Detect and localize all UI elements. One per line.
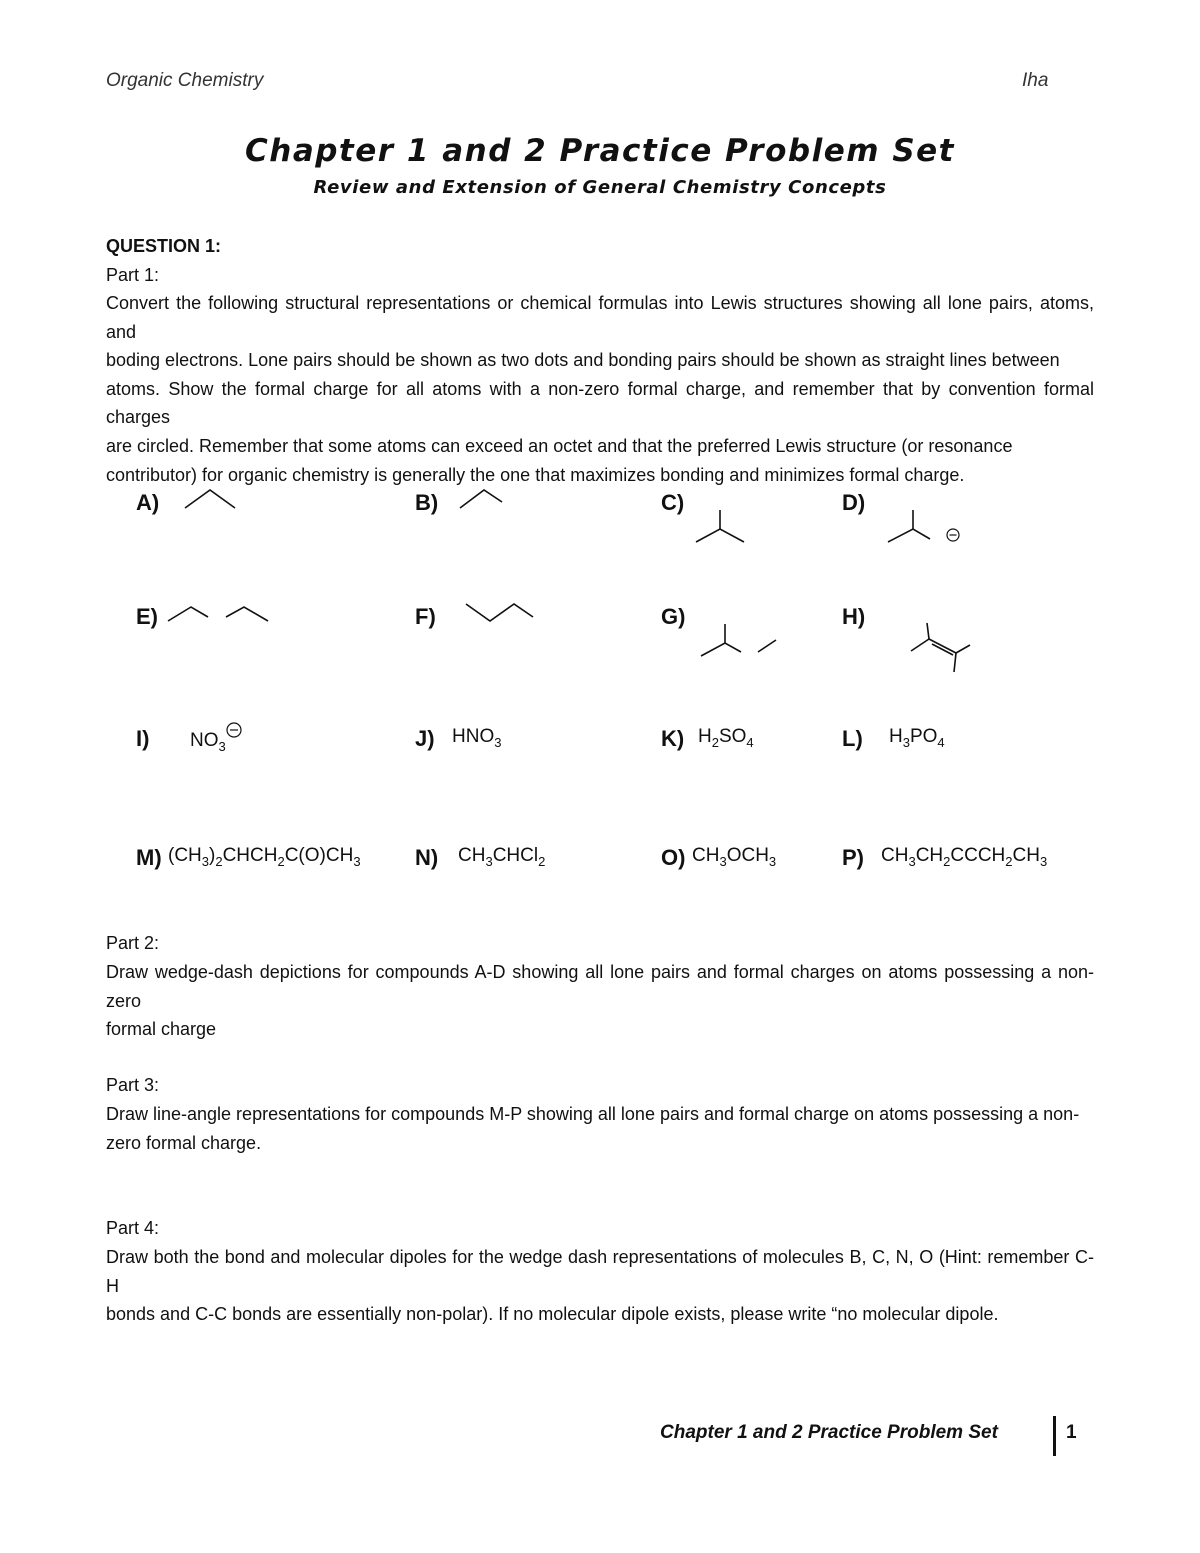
part2-text — [106, 958, 1094, 1044]
label-J: J) — [415, 726, 435, 751]
label-G: G) — [661, 604, 686, 629]
part1-text — [106, 289, 1094, 489]
formula-L: $H_3PO_4$ — [889, 726, 945, 750]
label-H: H) — [842, 604, 866, 629]
part1-line: contributor) for organic chemistry is generally the one that maximizes bonding and minimizes formal charge. — [106, 464, 965, 485]
formula-M: $(CH_3)_2CHCH_2C(O)CH_3$ — [168, 845, 361, 869]
part1-line: boding electrons. Lone pairs should be shown as two dots and bonding pairs should be shown as straight lines between — [106, 350, 1060, 371]
label-E: E) — [136, 604, 158, 629]
label-C: C) — [661, 490, 685, 515]
question-heading: QUESTION 1: — [106, 236, 222, 256]
label-L: L) — [842, 726, 863, 751]
label-N: N) — [415, 845, 439, 870]
part2-line: Draw wedge-dash depictions for compounds A-D showing all lone pairs and formal charges on atoms possessing a non-zero — [106, 962, 1094, 1011]
label-K: K) — [661, 726, 685, 751]
label-O: O) — [661, 845, 686, 870]
label-D: D) — [842, 490, 866, 515]
part3-line: zero formal charge. — [106, 1132, 262, 1153]
label-B: B) — [415, 490, 439, 515]
part1-line: atoms. Show the formal charge for all atoms with a non-zero formal charge, and remember that by convention formal charges — [106, 378, 1094, 428]
part3-line: Draw line-angle representations for compounds M-P showing all lone pairs and formal charge on atoms possessing a non- — [106, 1104, 1080, 1124]
label-I: I) — [136, 726, 150, 751]
negative-charge-icon — [0, 0, 1, 1]
part1-line: Convert the following structural representations or chemical formulas into Lewis structures showing all lone pairs, atoms, and — [106, 293, 1094, 342]
part4-label: Part 4: — [106, 1218, 160, 1238]
page-title: Chapter 1 and 2 Practice Problem Set — [245, 133, 955, 169]
part3-label: Part 3: — [106, 1075, 160, 1095]
formula-J: $HNO_3$ — [452, 726, 502, 750]
header-course: Organic Chemistry — [106, 70, 264, 91]
formula-I: $NO_3$ — [190, 730, 226, 754]
formula-P: $CH_3CH_2CCCH_2CH_3$ — [881, 845, 1048, 869]
part2-label: Part 2: — [106, 933, 160, 953]
label-P: P) — [842, 845, 864, 870]
label-M: M) — [136, 845, 162, 870]
footer-title: Chapter 1 and 2 Practice Problem Set — [660, 1422, 998, 1443]
part4-line: Draw both the bond and molecular dipoles for the wedge dash representations of molecules B, C, N, O (Hint: remember C-H — [106, 1247, 1094, 1296]
formula-O: $CH_3OCH_3$ — [692, 845, 777, 869]
part3-text — [106, 1100, 1094, 1157]
footer-divider — [1053, 1416, 1056, 1456]
part2-line: formal charge — [106, 1019, 217, 1040]
page-subtitle: Review and Extension of General Chemistry Concepts — [313, 177, 887, 198]
formula-N: $CH_3CHCl_2$ — [458, 845, 546, 869]
formula-K: $H_2SO_4$ — [698, 726, 754, 750]
part1-label: Part 1: — [106, 265, 160, 285]
label-A: A) — [136, 490, 160, 515]
header-author: Iha — [1022, 70, 1049, 91]
part1-line: are circled. Remember that some atoms can exceed an octet and that the preferred Lewis structure (or resonance — [106, 435, 1013, 456]
part4-line: bonds and C-C bonds are essentially non-polar). If no molecular dipole exists, please write “no molecular dipole. — [106, 1304, 999, 1325]
part4-text — [106, 1243, 1094, 1329]
label-F: F) — [415, 604, 436, 629]
page-number: 1 — [1066, 1422, 1077, 1443]
